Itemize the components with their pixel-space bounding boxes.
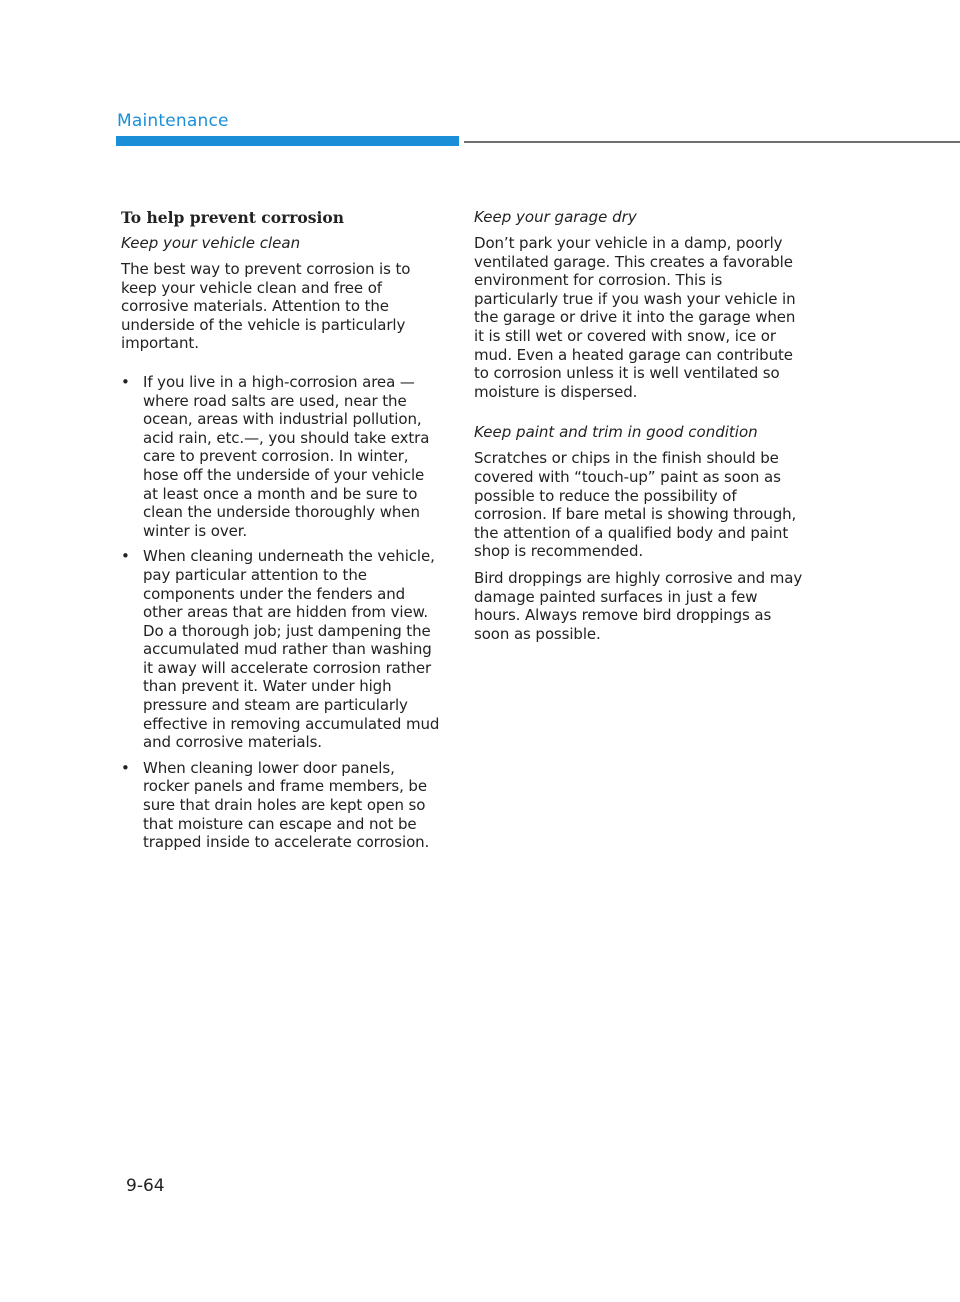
list-item-text: If you live in a high-corrosion area — where road salts are used, near the ocean, areas with industrial pollution, acid rain, etc.—, you should take extra care to prevent corrosion. In winter, hose off the underside of your vehicle at least once a month and be sure to clean the underside thoroughly when winter is over. (143, 372, 430, 540)
list-item (121, 547, 443, 752)
paint-subheading: Keep paint and trim in good condition (474, 423, 758, 442)
clean-subheading: Keep your vehicle clean (121, 234, 301, 252)
list-item-text: When cleaning underneath the vehicle, pay particular attention to the components under the fenders and other areas that are hidden from view. Do a thorough job; just dampening the accumulated mud rather than washing it away will accelerate corrosion rather than prevent it. Water under high pressure and steam are particularly effective in removing accumulated mud and corrosive materials. (143, 547, 440, 752)
header-accent-bar (116, 136, 459, 146)
list-item (121, 373, 443, 540)
bullet-icon: • (121, 758, 130, 777)
paint-paragraph: Scratches or chips in the finish should be covered with “touch-up” paint as soon as possible to reduce the possibility of corrosion. If bare metal is showing through, the attention of a qualified body and paint shop is recommended. (474, 449, 797, 561)
list-item (121, 759, 443, 852)
garage-subheading: Keep your garage dry (474, 208, 637, 226)
left-column (121, 208, 443, 859)
header-divider-line (464, 141, 960, 143)
right-column (474, 208, 804, 651)
page-number: 9-64 (126, 1176, 165, 1196)
bullet-icon: • (121, 372, 130, 391)
bullet-icon: • (121, 547, 130, 566)
section-title: Maintenance (117, 111, 229, 131)
list-item-text: When cleaning lower door panels, rocker panels and frame members, be sure that drain holes are kept open so that moisture can escape and not be trapped inside to accelerate corrosion. (143, 758, 430, 852)
clean-intro-paragraph: The best way to prevent corrosion is to keep your vehicle clean and free of corrosive materials. Attention to the underside of the vehicle is particularly important. (121, 260, 411, 353)
corrosion-bullet-list (121, 373, 443, 852)
garage-paragraph: Don’t park your vehicle in a damp, poorly ventilated garage. This creates a favorable environment for corrosion. This is particularly true if you wash your vehicle in the garage or drive it into the garage when it is still wet or covered with snow, ice or mud. Even a heated garage can contribute to corrosion unless it is well ventilated so moisture is dispersed. (474, 234, 796, 401)
corrosion-heading: To help prevent corrosion (121, 208, 344, 227)
bird-droppings-paragraph: Bird droppings are highly corrosive and may damage painted surfaces in just a few hours. Always remove bird droppings as soon as possible. (474, 568, 803, 643)
